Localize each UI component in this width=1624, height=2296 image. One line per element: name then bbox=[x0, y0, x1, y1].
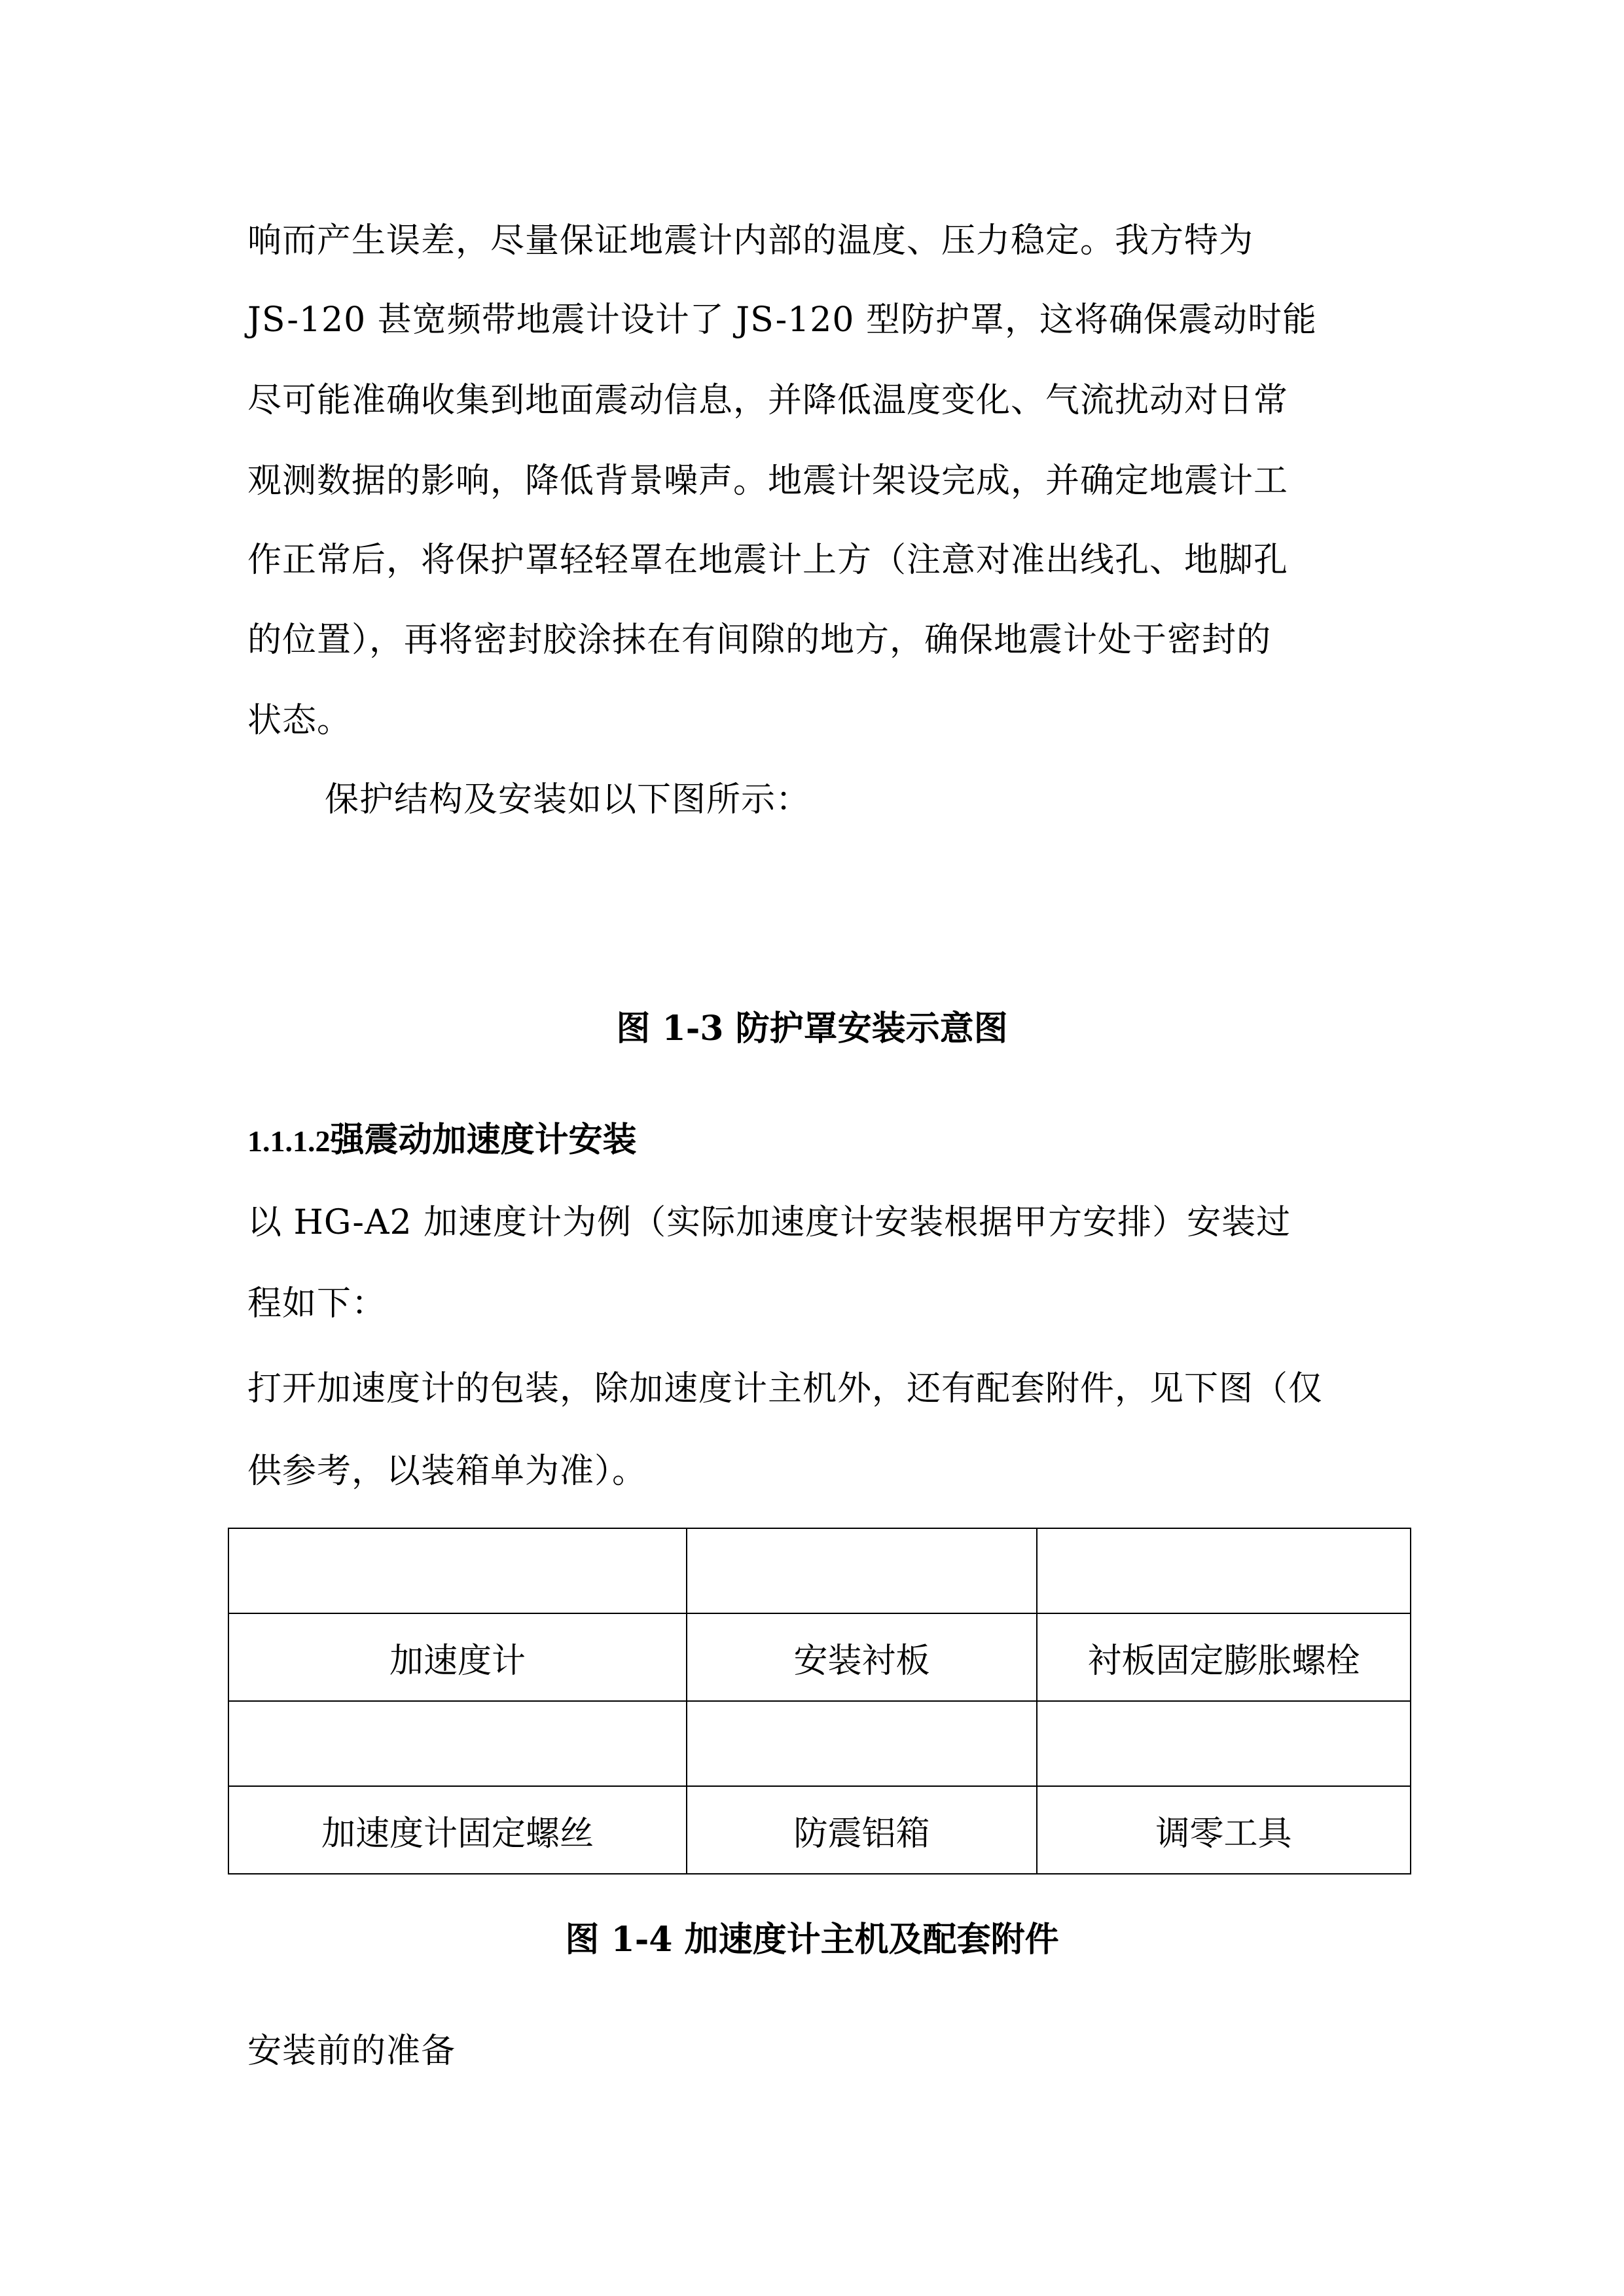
body-text-line: 程如下： bbox=[247, 1284, 387, 1323]
table-cell: 加速度计固定螺丝 bbox=[228, 1786, 687, 1874]
image-cell bbox=[1037, 1701, 1411, 1786]
image-cell bbox=[1037, 1528, 1411, 1613]
accessory-table bbox=[228, 1528, 1411, 1874]
body-text-line: 供参考，以装箱单为准）。 bbox=[247, 1452, 647, 1491]
body-text-line: 保护结构及安装如以下图所示： bbox=[325, 780, 811, 819]
image-cell bbox=[228, 1528, 687, 1613]
image-cell bbox=[228, 1701, 687, 1786]
section-heading bbox=[247, 1121, 637, 1161]
body-text-line: 安装前的准备 bbox=[247, 2032, 456, 2071]
image-cell bbox=[687, 1701, 1037, 1786]
body-text-line: 响而产生误差，尽量保证地震计内部的温度、压力稳定。我方特为 bbox=[247, 221, 1254, 260]
body-text-line: 观测数据的影响，降低背景噪声。地震计架设完成，并确定地震计工 bbox=[247, 461, 1289, 501]
table-row bbox=[228, 1528, 1411, 1613]
table-row bbox=[228, 1613, 1411, 1701]
body-text-line: 以 HG-A2 加速度计为例（实际加速度计安装根据甲方安排）安装过 bbox=[247, 1203, 1291, 1242]
table-cell: 安装衬板 bbox=[687, 1613, 1037, 1701]
section-title: 强震动加速度计安装 bbox=[330, 1120, 637, 1160]
table-cell: 衬板固定膨胀螺栓 bbox=[1037, 1613, 1411, 1701]
table-row bbox=[228, 1701, 1411, 1786]
table-cell: 防震铝箱 bbox=[687, 1786, 1037, 1874]
body-text-line: 尽可能准确收集到地面震动信息，并降低温度变化、气流扰动对日常 bbox=[247, 381, 1289, 420]
body-text-line: 状态。 bbox=[247, 701, 352, 740]
body-text-line: 的位置），再将密封胶涂抹在有间隙的地方，确保地震计处于密封的 bbox=[247, 620, 1272, 660]
body-text-line: 作正常后，将保护罩轻轻罩在地震计上方（注意对准出线孔、地脚孔 bbox=[247, 541, 1289, 580]
table-cell: 加速度计 bbox=[228, 1613, 687, 1701]
image-cell bbox=[687, 1528, 1037, 1613]
body-text-line: 打开加速度计的包装，除加速度计主机外，还有配套附件，见下图（仅 bbox=[247, 1369, 1324, 1408]
figure-caption: 图 1-3 防护罩安装示意图 bbox=[616, 1009, 1008, 1049]
section-number: 1.1.1.2 bbox=[247, 1124, 331, 1158]
table-row bbox=[228, 1786, 1411, 1874]
body-text-line: JS-120 甚宽频带地震计设计了 JS-120 型防护罩，这将确保震动时能 bbox=[247, 300, 1317, 340]
table-cell: 调零工具 bbox=[1037, 1786, 1411, 1874]
figure-caption: 图 1-4 加速度计主机及配套附件 bbox=[565, 1920, 1059, 1960]
